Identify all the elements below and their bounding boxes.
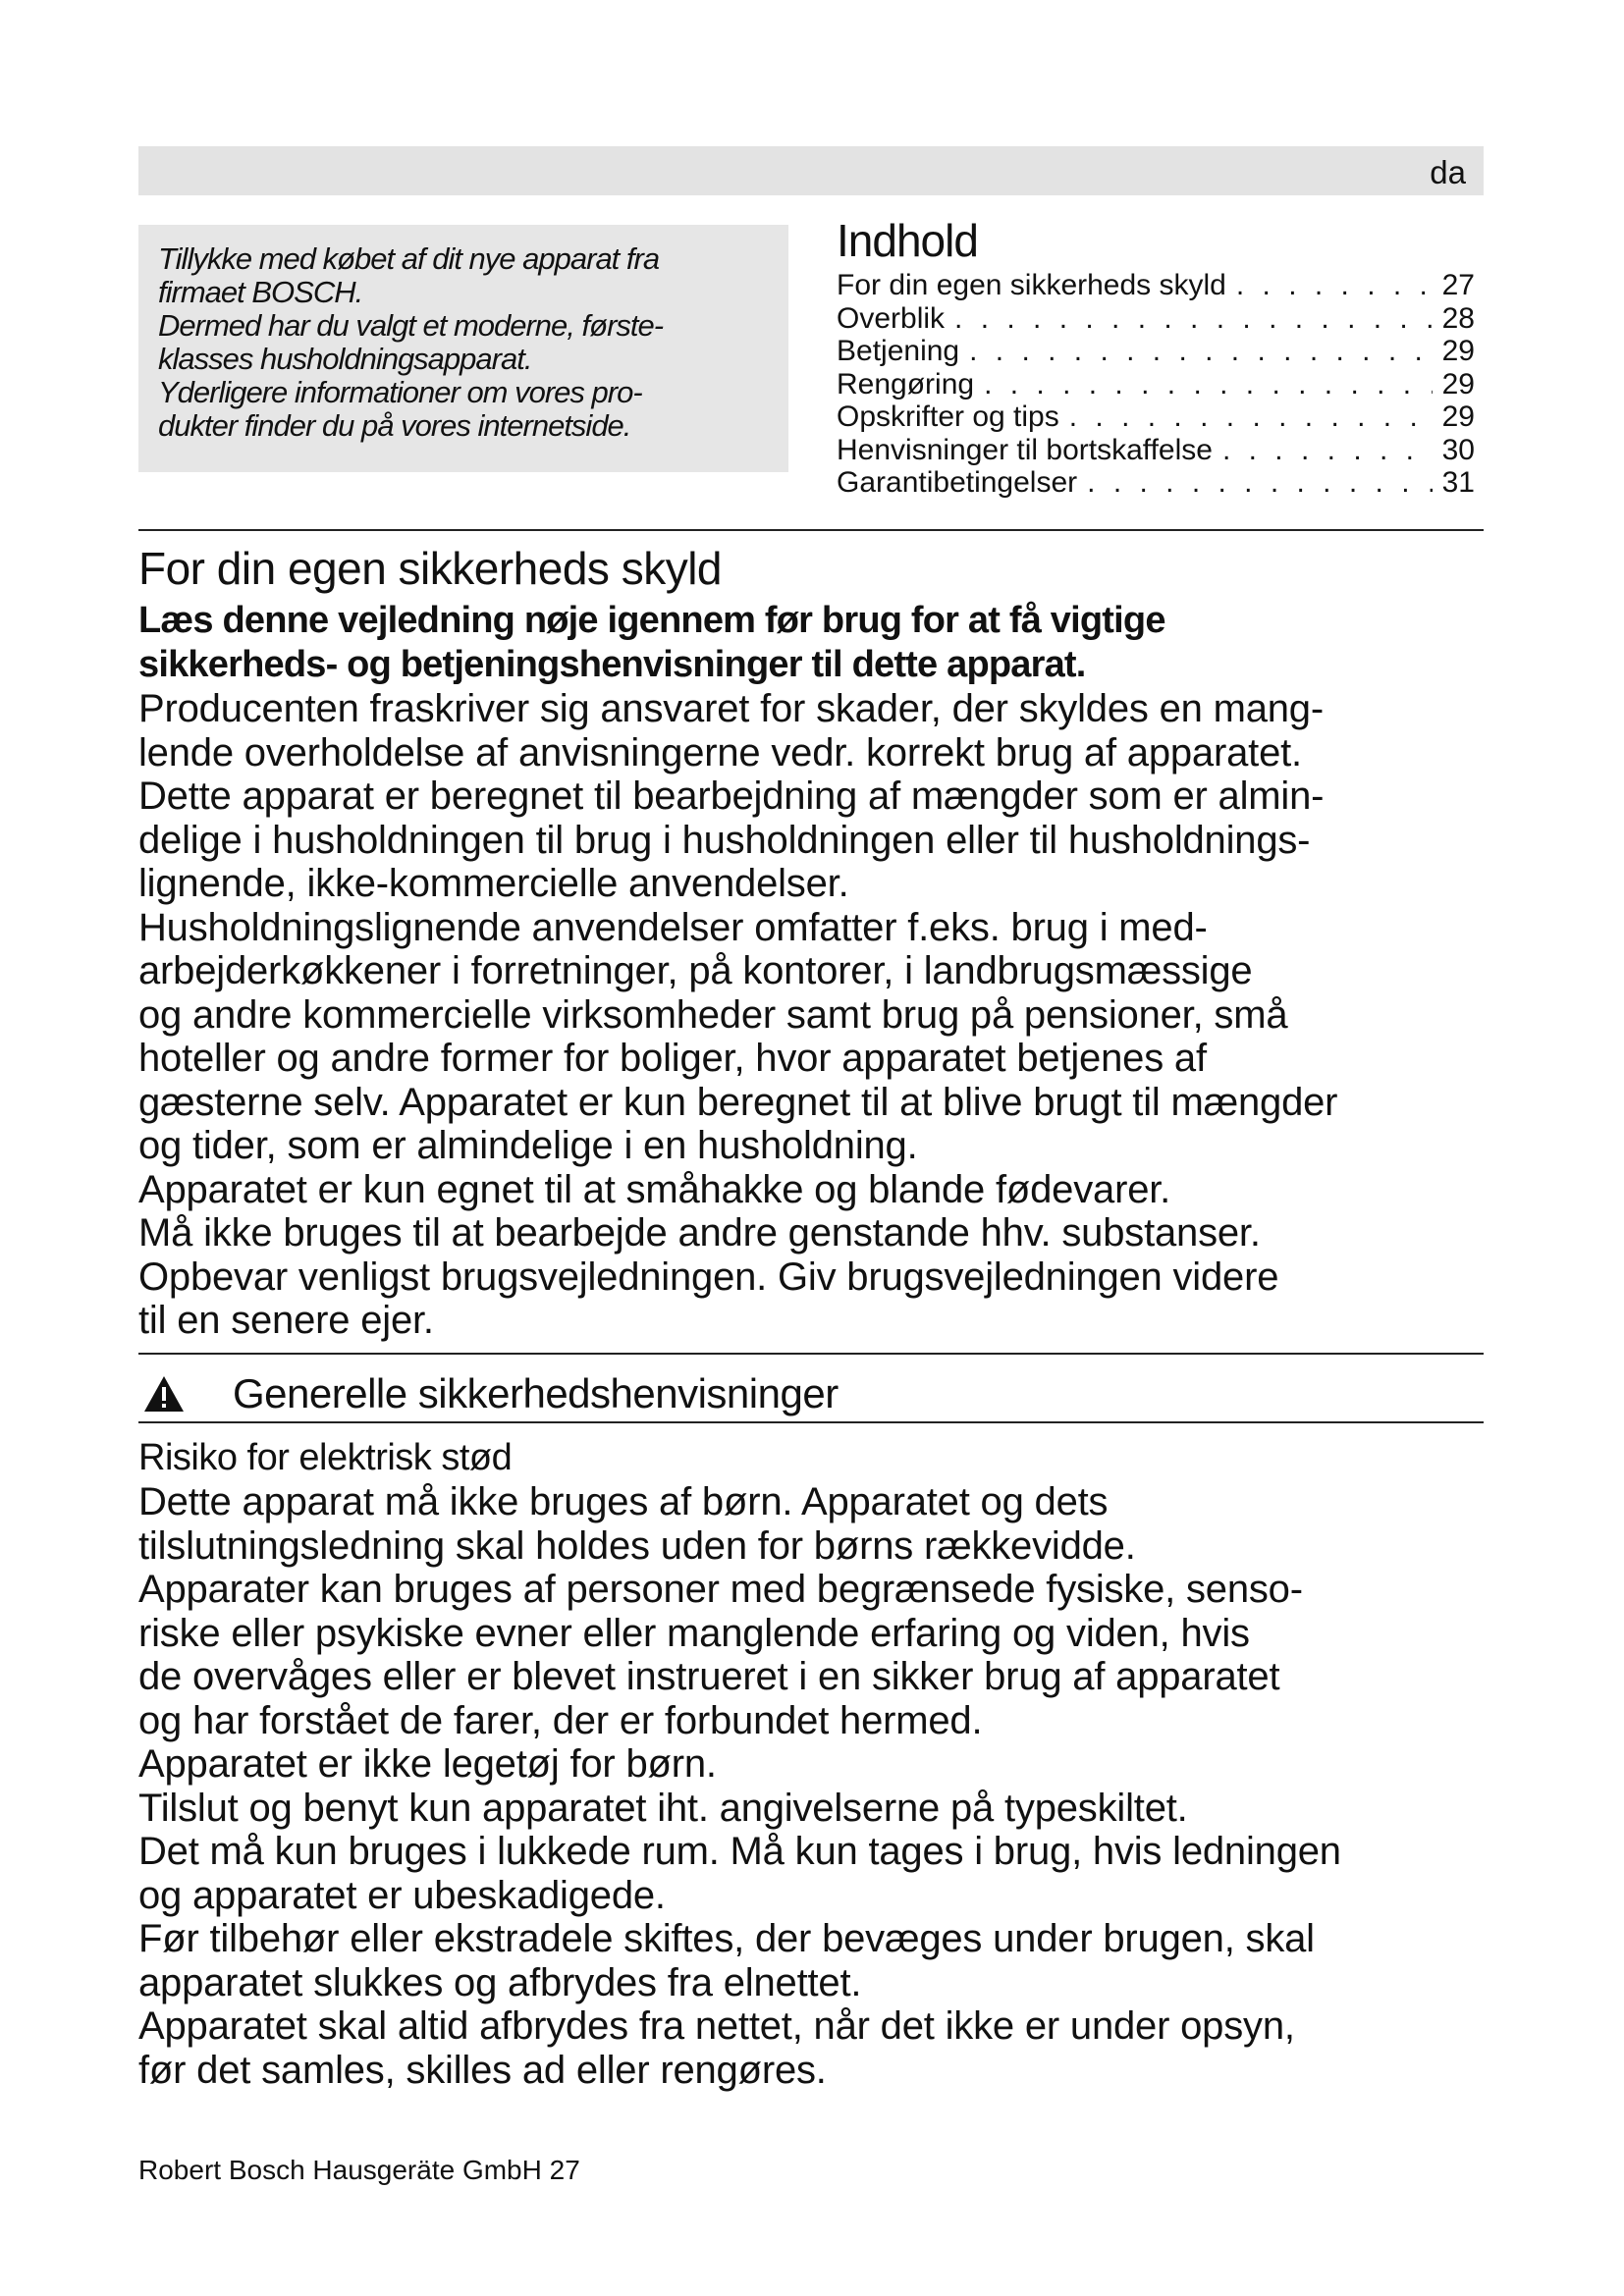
safety-body-line: gæsterne selv. Apparatet er kun beregnet til at blive brugt til mængder — [138, 1080, 1338, 1124]
intro-line: firmaet BOSCH. — [158, 275, 363, 309]
risk-title: Risiko for elektrisk stød — [138, 1437, 513, 1478]
toc-entry-label: Henvisninger til bortskaffelse — [837, 433, 1213, 466]
section-divider — [138, 529, 1484, 531]
toc-entry[interactable] — [837, 434, 1475, 467]
safety-body-line: og tider, som er almindelige i en husholdning. — [138, 1124, 918, 1167]
safety-body-line: delige i husholdningen til brug i husholdningen eller til husholdnings- — [138, 818, 1311, 862]
safety-body-line: Husholdningslignende anvendelser omfatter f.eks. brug i med- — [138, 905, 1208, 949]
toc-entry[interactable] — [837, 335, 1475, 368]
toc-entry-page: 27 — [1441, 269, 1475, 301]
toc-entry[interactable] — [837, 368, 1475, 401]
toc-leader-dots — [984, 368, 1433, 401]
safety-body-line: Må ikke bruges til at bearbejde andre genstande hhv. substanser. — [138, 1211, 1261, 1255]
toc-entry-label: Overblik — [837, 301, 946, 335]
toc-entry-label: Betjening — [837, 335, 960, 367]
risk-body-line: apparatet slukkes og afbrydes fra elnettet. — [138, 1960, 862, 2004]
language-code: da — [1430, 154, 1466, 190]
risk-body-line: og har forstået de farer, der er forbundet hermed. — [138, 1698, 983, 1742]
risk-body-line: Apparatet skal altid afbrydes fra nettet, når det ikke er under opsyn, — [138, 2004, 1295, 2048]
risk-body-line: Apparatet er ikke legetøj for børn. — [138, 1742, 717, 1786]
risk-section — [138, 1435, 1493, 2092]
general-safety-title: Generelle sikkerhedshenvisninger — [233, 1370, 839, 1416]
toc-entry-label: Rengøring — [837, 367, 975, 400]
toc-title: Indhold — [837, 215, 978, 266]
safety-body-line: arbejderkøkkener i forretninger, på kontorer, i landbrugsmæssige — [138, 949, 1253, 992]
warning-triangle-icon — [142, 1374, 186, 1414]
toc-entry[interactable] — [837, 269, 1475, 302]
toc-entry-label: For din egen sikkerheds skyld — [837, 269, 1226, 301]
toc-entry[interactable] — [837, 400, 1475, 434]
toc-leader-dots — [1236, 269, 1433, 302]
intro-line: klasses husholdningsapparat. — [158, 342, 532, 376]
toc-leader-dots — [969, 335, 1433, 368]
language-bar — [138, 146, 1484, 195]
toc-entry-label: Opskrifter og tips — [837, 400, 1059, 433]
safety-intro-line: sikkerheds- og betjeningshenvisninger til dette apparat. — [138, 644, 1086, 685]
safety-body-line: Apparatet er kun egnet til at småhakke og blande fødevarer. — [138, 1167, 1171, 1211]
risk-body-line: og apparatet er ubeskadigede. — [138, 1873, 666, 1917]
toc-entry[interactable] — [837, 466, 1475, 500]
page-footer: Robert Bosch Hausgeräte GmbH 27 — [138, 2155, 580, 2185]
safety-body-line: Opbevar venligst brugsvejledningen. Giv brugsvejledningen videre — [138, 1255, 1279, 1299]
table-of-contents — [837, 214, 1475, 500]
safety-intro-line: Læs denne vejledning nøje igennem før brug for at få vigtige — [138, 600, 1165, 641]
safety-body-line: Producenten fraskriver sig ansvaret for skader, der skyldes en mang- — [138, 687, 1324, 730]
general-safety-heading — [138, 1369, 1484, 1418]
toc-entry[interactable] — [837, 302, 1475, 336]
safety-body-line: lende overholdelse af anvisningerne vedr. korrekt brug af apparatet. — [138, 730, 1302, 774]
risk-body-line: Apparater kan bruges af personer med begrænsede fysiske, senso- — [138, 1568, 1303, 1611]
toc-leader-dots — [1222, 434, 1433, 467]
risk-body-line: tilslutningsledning skal holdes uden for børns rækkevidde. — [138, 1523, 1136, 1568]
toc-entry-page: 30 — [1441, 433, 1475, 466]
safety-body-line: lignende, ikke-kommercielle anvendelser. — [138, 862, 849, 905]
intro-line: Tillykke med købet af dit nye apparat fra — [158, 241, 660, 276]
toc-entry-page: 29 — [1441, 400, 1475, 433]
risk-body-line: Det må kun bruges i lukkede rum. Må kun tages i brug, hvis ledningen — [138, 1830, 1341, 1873]
safety-body-line: til en senere ejer. — [138, 1299, 434, 1342]
intro-line: Dermed har du valgt et moderne, første- — [158, 308, 664, 343]
risk-body-line: Tilslut og benyt kun apparatet iht. angivelserne på typeskiltet. — [138, 1786, 1188, 1830]
risk-body-line: riske eller psykiske evner eller manglende erfaring og viden, hvis — [138, 1611, 1250, 1655]
safety-body-line: Dette apparat er beregnet til bearbejdning af mængder som er almin- — [138, 774, 1325, 818]
toc-leader-dots — [1087, 466, 1432, 500]
intro-box — [138, 225, 788, 472]
toc-entry-page: 31 — [1441, 466, 1475, 499]
risk-body-line: før det samles, skilles ad eller rengøres. — [138, 2048, 827, 2092]
section-divider — [138, 1353, 1484, 1355]
heading-underline — [138, 1421, 1484, 1423]
safety-body-line: og andre kommercielle virksomheder samt brug på pensioner, små — [138, 992, 1288, 1037]
toc-entry-page: 28 — [1441, 301, 1475, 335]
risk-body-line: Dette apparat må ikke bruges af børn. Apparatet og dets — [138, 1480, 1109, 1523]
intro-line: Yderligere informationer om vores pro- — [158, 375, 642, 409]
toc-leader-dots — [954, 302, 1433, 336]
toc-entry-label: Garantibetingelser — [837, 466, 1078, 499]
safety-body-line: hoteller og andre former for boliger, hvor apparatet betjenes af — [138, 1037, 1207, 1080]
risk-body-line: Før tilbehør eller ekstradele skiftes, der bevæges under brugen, skal — [138, 1917, 1315, 1960]
toc-entry-page: 29 — [1441, 367, 1475, 400]
toc-leader-dots — [1069, 400, 1433, 434]
safety-section — [138, 544, 1493, 1343]
safety-section-title: For din egen sikkerheds skyld — [138, 543, 723, 594]
risk-body-line: de overvåges eller er blevet instrueret i en sikker brug af apparatet — [138, 1655, 1280, 1698]
intro-line: dukter finder du på vores internetside. — [158, 408, 631, 443]
toc-entry-page: 29 — [1441, 335, 1475, 367]
